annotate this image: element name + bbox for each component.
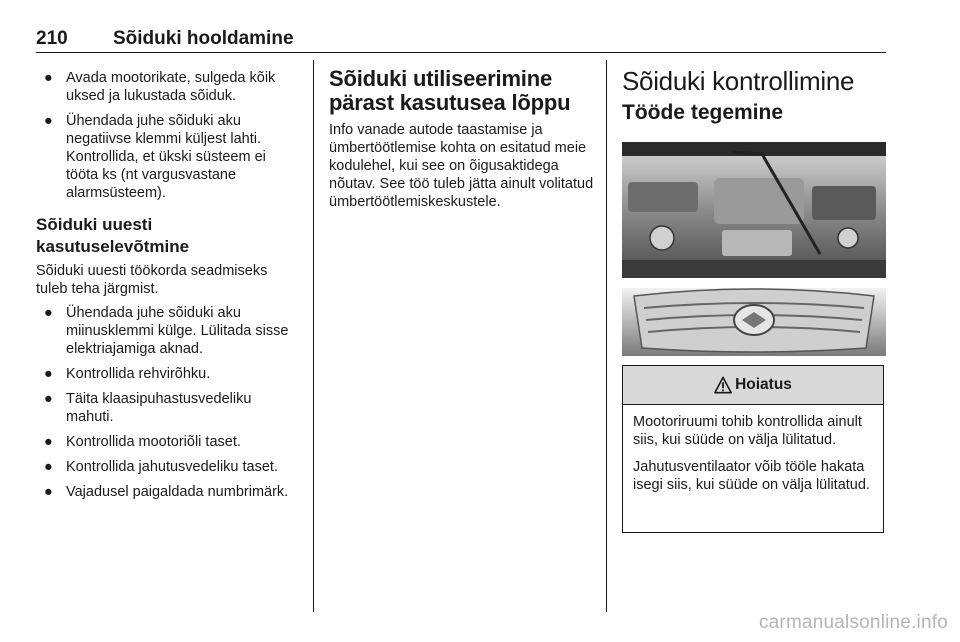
section-heading: Sõiduki uuesti kasutuselevõtmine bbox=[36, 215, 190, 256]
warning-body bbox=[623, 405, 883, 494]
warning-box bbox=[622, 365, 884, 533]
bullet-icon: ● bbox=[44, 459, 53, 475]
list-item: ● Ühendada juhe sõiduki aku negatiivse klemmi küljest lahti. Kontrollida, et ükski süsteem ei tööta ks (nt vargusvastane alarmsüsteem). bbox=[44, 113, 266, 201]
section-heading: Sõiduki utiliseerimine pärast kasutusea lõppu bbox=[329, 66, 571, 115]
bullet-icon: ● bbox=[44, 391, 53, 407]
column-2 bbox=[329, 60, 601, 211]
warning-paragraph: Mootoriruumi tohib kontrollida ainult siis, kui süüde on välja lülitatud. bbox=[633, 414, 862, 448]
list-item: ● Kontrollida mootoriõli taset. bbox=[44, 434, 241, 450]
list-item: ● Täita klaasipuhastusvedeliku mahuti. bbox=[44, 391, 252, 425]
bullet-icon: ● bbox=[44, 305, 53, 321]
list-item: ● Kontrollida jahutusvedeliku taset. bbox=[44, 459, 278, 475]
bullet-list bbox=[36, 304, 302, 501]
bullet-icon: ● bbox=[44, 70, 53, 86]
bullet-icon: ● bbox=[44, 484, 53, 500]
warning-header bbox=[623, 366, 883, 405]
column-1 bbox=[36, 60, 302, 508]
bullet-icon: ● bbox=[44, 434, 53, 450]
list-item: ● Kontrollida rehvirõhku. bbox=[44, 366, 211, 382]
intro-bullet-list bbox=[36, 69, 302, 202]
column-divider bbox=[313, 60, 314, 612]
paragraph: Sõiduki uuesti töökorda seadmiseks tuleb teha järgmist. bbox=[36, 263, 268, 297]
list-item: ● Avada mootorikate, sulgeda kõik uksed ja lukustada sõiduk. bbox=[44, 70, 276, 104]
bullet-icon: ● bbox=[44, 113, 53, 129]
engine-bay-illustration bbox=[622, 142, 886, 356]
warning-label: Hoiatus bbox=[735, 376, 792, 393]
section-title: Sõiduki hooldamine bbox=[113, 28, 294, 49]
list-item: ● Vajadusel paigaldada numbrimärk. bbox=[44, 484, 289, 500]
car-front-drawing bbox=[622, 142, 886, 356]
warning-triangle-icon bbox=[714, 376, 732, 394]
page-number: 210 bbox=[36, 28, 68, 49]
page-header bbox=[36, 26, 886, 53]
column-3 bbox=[622, 60, 886, 356]
warning-paragraph: Jahutusventilaator võib tööle hakata isegi siis, kui süüde on välja lülitatud. bbox=[633, 459, 870, 493]
column-divider bbox=[606, 60, 607, 612]
list-item: ● Ühendada juhe sõiduki aku miinusklemmi külge. Lülitada sisse elektriajamiga aknad. bbox=[44, 305, 289, 357]
page-title: Sõiduki kontrollimine bbox=[622, 66, 855, 96]
bullet-icon: ● bbox=[44, 366, 53, 382]
paragraph: Info vanade autode taastamise ja ümbertöötlemise kohta on esitatud meie kodulehel, kui see on õigusaktidega nõutav. See töö tuleb jätta ainult volitatud ümbertöötlemiskeskustele. bbox=[329, 122, 594, 210]
watermark: carmanualsonline.info bbox=[758, 612, 948, 633]
subsection-heading: Tööde tegemine bbox=[622, 101, 784, 124]
